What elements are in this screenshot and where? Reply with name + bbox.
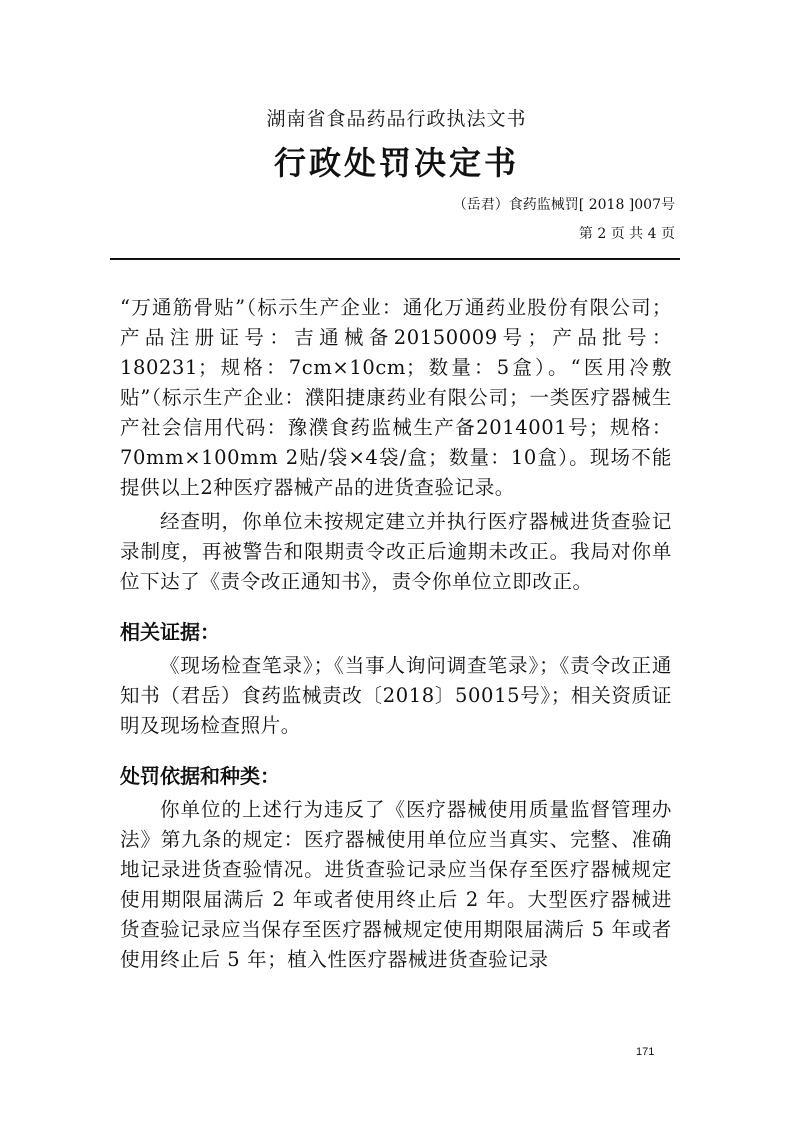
document-title: 行政处罚决定书	[273, 144, 519, 182]
page-number: 171	[636, 1046, 655, 1058]
penalty-basis-paragraph: 你单位的上述行为违反了《医疗器械使用质量监督管理办法》第九条的规定：医疗器械使用单位应当真实、完整、准确地记录进货查验情况。进货查验记录应当保存至医疗器械规定使用期限届满后 2 年或者使用终止后 2 年。大型医疗器械进货查验记录应当保存至医疗器械规定使用期限届满后 5 年或者使用终止后 5 年；植入性医疗器械进货查验记录	[120, 798, 672, 971]
document-number: （岳君）食药监械罚[ 2018 ]007号	[452, 197, 675, 213]
penalty-basis-heading: 处罚依据和种类：	[120, 764, 280, 788]
header-divider	[110, 258, 680, 260]
findings-paragraph: 经查明，你单位未按规定建立并执行医疗器械进货查验记录制度，再被警告和限期责令改正后逾期未改正。我局对你单位下达了《责令改正通知书》，责令你单位立即改正。	[120, 510, 672, 593]
issuing-authority: 湖南省食品药品行政执法文书	[266, 108, 527, 130]
products-paragraph: “万通筋骨贴”（标示生产企业：通化万通药业股份有限公司；产品注册证号：吉通械备20150009号；产品批号：180231；规格：7cm×10cm；数量：5盒）。“医用冷敷贴”（标示生产企业：濮阳捷康药业有限公司；一类医疗器械生产社会信用代码：豫濮食药监械生产备2014001号；规格：70mm×100mm 2贴/袋×4袋/盒；数量：10盒）。现场不能提供以上2种医疗器械产品的进货查验记录。	[120, 296, 672, 499]
evidence-paragraph: 《现场检查笔录》；《当事人询问调查笔录》；《责令改正通知书（君岳）食药监械责改〔2018〕50015号》；相关资质证明及现场检查照片。	[120, 654, 672, 737]
evidence-heading: 相关证据：	[120, 620, 220, 644]
page-info: 第 2 页 共 4 页	[578, 226, 675, 242]
